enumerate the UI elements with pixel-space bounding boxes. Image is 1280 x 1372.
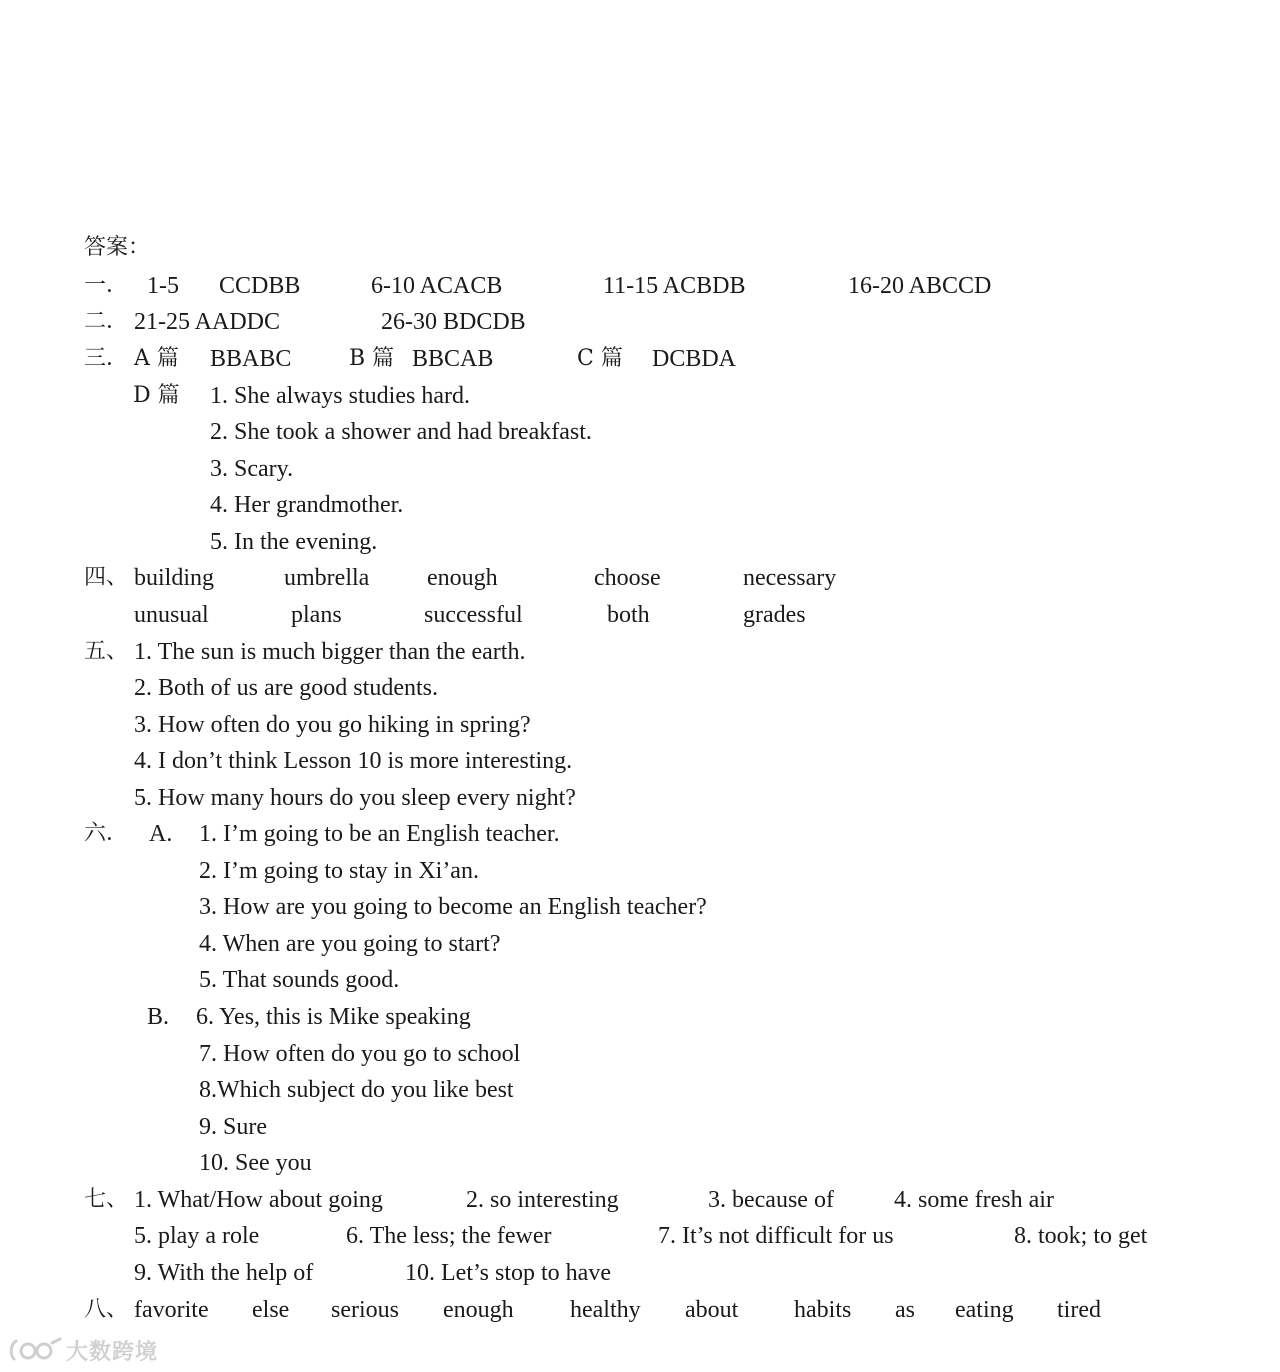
s3-c-answer: DCBDA bbox=[652, 346, 737, 372]
s7-item: 5. play a role bbox=[134, 1223, 260, 1249]
s7-item: 8. took; to get bbox=[1014, 1223, 1148, 1249]
s6-a-item: 3. How are you going to become an English teacher? bbox=[199, 894, 707, 920]
s4-word: building bbox=[134, 565, 215, 591]
s8-word: tired bbox=[1057, 1297, 1101, 1323]
s3-a-answer: BBABC bbox=[210, 346, 292, 372]
watermark-text: 大数跨境 bbox=[66, 1339, 159, 1365]
s6-a-item: 2. I’m going to stay in Xi’an. bbox=[199, 858, 479, 884]
s7-item: 6. The less; the fewer bbox=[346, 1223, 552, 1249]
section-4-label: 四、 bbox=[84, 565, 129, 590]
s6-a-label: A. bbox=[149, 821, 173, 847]
s3-b-label: B 篇 bbox=[349, 346, 395, 371]
s3-b-answer: BBCAB bbox=[412, 346, 494, 372]
s3-c-label: C 篇 bbox=[577, 346, 623, 371]
s4-word: necessary bbox=[743, 565, 837, 591]
s4-word: unusual bbox=[134, 602, 209, 628]
s1-group: CCDBB bbox=[219, 273, 301, 299]
s5-item: 4. I don’t think Lesson 10 is more interesting. bbox=[134, 748, 573, 774]
s3-d-item: 1. She always studies hard. bbox=[210, 383, 470, 409]
s8-word: enough bbox=[443, 1297, 514, 1323]
s6-a-item: 4. When are you going to start? bbox=[199, 931, 501, 957]
s7-item: 1. What/How about going bbox=[134, 1187, 383, 1213]
s3-d-item: 2. She took a shower and had breakfast. bbox=[210, 419, 592, 445]
s3-a-label: A 篇 bbox=[134, 346, 179, 371]
section-2-label: 二． bbox=[84, 309, 129, 334]
s1-group: 1-5 bbox=[147, 273, 179, 299]
s4-word: successful bbox=[424, 602, 523, 628]
section-6-label: 六． bbox=[84, 821, 129, 846]
s7-item: 9. With the help of bbox=[134, 1260, 314, 1286]
s2-group: 26-30 BDCDB bbox=[381, 309, 526, 335]
s8-word: eating bbox=[955, 1297, 1014, 1323]
s1-group: 16-20 ABCCD bbox=[848, 273, 992, 299]
section-1-label: 一． bbox=[84, 273, 129, 298]
s6-a-item: 5. That sounds good. bbox=[199, 967, 400, 993]
s5-item: 5. How many hours do you sleep every night? bbox=[134, 785, 576, 811]
s7-item: 10. Let’s stop to have bbox=[405, 1260, 611, 1286]
s7-item: 7. It’s not difficult for us bbox=[658, 1223, 894, 1249]
answer-title: 答案： bbox=[84, 235, 151, 260]
s4-word: umbrella bbox=[284, 565, 370, 591]
s3-d-item: 4. Her grandmother. bbox=[210, 492, 404, 518]
s5-item: 1. The sun is much bigger than the earth. bbox=[134, 639, 526, 665]
s6-b-item: 8.Which subject do you like best bbox=[199, 1077, 514, 1103]
s8-word: about bbox=[685, 1297, 739, 1323]
s3-d-item: 5. In the evening. bbox=[210, 529, 378, 555]
s8-word: habits bbox=[794, 1297, 852, 1323]
s6-a-item: 1. I’m going to be an English teacher. bbox=[199, 821, 560, 847]
s1-group: 11-15 ACBDB bbox=[603, 273, 746, 299]
s7-item: 4. some fresh air bbox=[894, 1187, 1054, 1213]
s3-d-label: D 篇 bbox=[133, 383, 180, 408]
s4-word: both bbox=[607, 602, 650, 628]
s8-word: favorite bbox=[134, 1297, 209, 1323]
s4-word: enough bbox=[427, 565, 498, 591]
s6-b-item: 6. Yes, this is Mike speaking bbox=[196, 1004, 471, 1030]
s3-d-item: 3. Scary. bbox=[210, 456, 294, 482]
s7-item: 3. because of bbox=[708, 1187, 834, 1213]
s2-group: 21-25 AADDC bbox=[134, 309, 281, 335]
s8-word: serious bbox=[331, 1297, 399, 1323]
section-8-label: 八、 bbox=[84, 1297, 129, 1322]
s4-word: choose bbox=[594, 565, 661, 591]
s6-b-item: 10. See you bbox=[199, 1150, 312, 1176]
s1-group: 6-10 ACACB bbox=[371, 273, 503, 299]
section-5-label: 五、 bbox=[84, 639, 129, 664]
s8-word: healthy bbox=[570, 1297, 641, 1323]
s4-word: plans bbox=[291, 602, 342, 628]
s5-item: 3. How often do you go hiking in spring? bbox=[134, 712, 531, 738]
s5-item: 2. Both of us are good students. bbox=[134, 675, 438, 701]
watermark-logo-icon bbox=[8, 1335, 64, 1365]
s8-word: else bbox=[252, 1297, 290, 1323]
s8-word: as bbox=[895, 1297, 915, 1323]
s7-item: 2. so interesting bbox=[466, 1187, 619, 1213]
s6-b-item: 7. How often do you go to school bbox=[199, 1041, 521, 1067]
section-3-label: 三． bbox=[84, 346, 129, 371]
s4-word: grades bbox=[743, 602, 806, 628]
watermark bbox=[8, 1334, 158, 1366]
section-7-label: 七、 bbox=[84, 1187, 129, 1212]
s6-b-item: 9. Sure bbox=[199, 1114, 267, 1140]
s6-b-label: B. bbox=[147, 1004, 170, 1030]
